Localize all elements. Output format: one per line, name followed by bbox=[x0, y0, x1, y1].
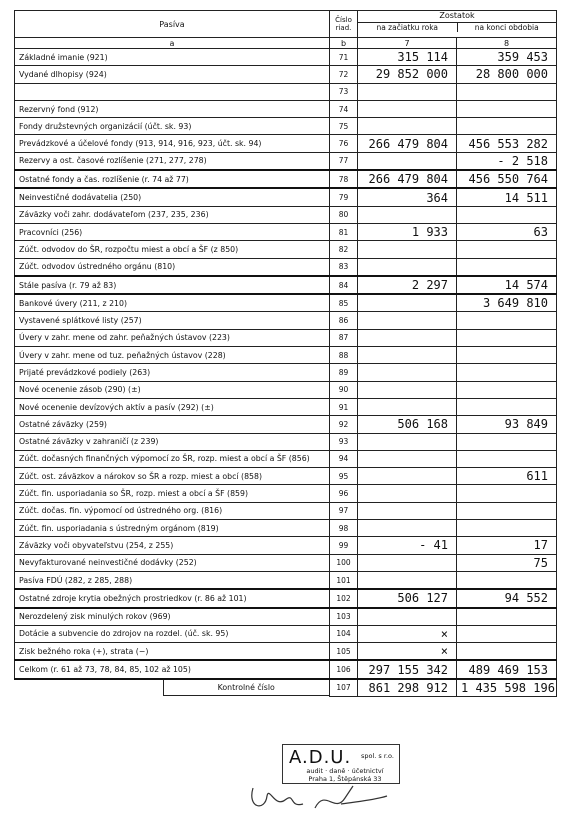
table-row bbox=[15, 537, 557, 554]
value-start: 2 297 bbox=[358, 276, 457, 294]
row-label: Pasíva FDÚ (282, z 285, 288) bbox=[15, 571, 330, 589]
table-row bbox=[15, 135, 557, 152]
row-number: 100 bbox=[330, 554, 358, 571]
table-row bbox=[15, 276, 557, 294]
value-end bbox=[457, 364, 557, 381]
value-end: 14 574 bbox=[457, 276, 557, 294]
row-number: 78 bbox=[330, 170, 358, 188]
value-end: 93 849 bbox=[457, 416, 557, 433]
row-number: 103 bbox=[330, 608, 358, 626]
value-start bbox=[358, 502, 457, 519]
table-row bbox=[15, 381, 557, 398]
stamp-line3: Praha 1, Štěpánská 33 bbox=[308, 775, 382, 783]
row-label: Úvery v zahr. mene od zahr. peňažných ústavov (223) bbox=[15, 329, 330, 346]
value-end bbox=[457, 502, 557, 519]
row-label: Bankové úvery (211, z 210) bbox=[15, 294, 330, 312]
table-row bbox=[15, 364, 557, 381]
row-label: Záväzky voči zahr. dodávateľom (237, 235, 236) bbox=[15, 206, 330, 223]
table-row bbox=[15, 294, 557, 312]
value-start: 266 479 804 bbox=[358, 170, 457, 188]
row-label: Zúčt. fin. usporiadania s ústredným orgánom (819) bbox=[15, 520, 330, 537]
table-row bbox=[15, 398, 557, 415]
control-start: 861 298 912 bbox=[358, 679, 457, 697]
value-start bbox=[358, 398, 457, 415]
row-number: 93 bbox=[330, 433, 358, 450]
value-start bbox=[358, 381, 457, 398]
value-end bbox=[457, 381, 557, 398]
value-end bbox=[457, 433, 557, 450]
value-start: 266 479 804 bbox=[358, 135, 457, 152]
value-start: × bbox=[358, 625, 457, 642]
row-number: 95 bbox=[330, 468, 358, 485]
row-number: 91 bbox=[330, 398, 358, 415]
header-start: na začiatku roka bbox=[358, 23, 458, 32]
row-label: Zúčt. odvodov do ŠR, rozpočtu miest a obcí a ŠF (z 850) bbox=[15, 241, 330, 258]
value-end bbox=[457, 608, 557, 626]
handwritten-signature bbox=[245, 778, 395, 818]
row-number: 96 bbox=[330, 485, 358, 502]
row-number: 74 bbox=[330, 100, 358, 117]
table-row bbox=[15, 206, 557, 223]
value-end: 359 453 bbox=[457, 49, 557, 66]
table-row bbox=[15, 571, 557, 589]
row-number: 106 bbox=[330, 660, 358, 678]
table-row bbox=[15, 49, 557, 66]
table-row bbox=[15, 625, 557, 642]
row-label: Pracovníci (256) bbox=[15, 223, 330, 240]
header-pasiva: Pasíva bbox=[15, 11, 330, 38]
value-start: - 41 bbox=[358, 537, 457, 554]
row-number: 79 bbox=[330, 188, 358, 206]
row-number: 101 bbox=[330, 571, 358, 589]
value-start bbox=[358, 347, 457, 364]
row-label: Nerozdelený zisk minulých rokov (969) bbox=[15, 608, 330, 626]
table-row bbox=[15, 83, 557, 100]
value-end bbox=[457, 83, 557, 100]
header-end: na konci obdobia bbox=[474, 23, 539, 32]
row-label: Prijaté prevádzkové podiely (263) bbox=[15, 364, 330, 381]
value-end bbox=[457, 643, 557, 661]
value-end: 456 553 282 bbox=[457, 135, 557, 152]
table-row bbox=[15, 188, 557, 206]
table-row bbox=[15, 223, 557, 240]
table-row bbox=[15, 485, 557, 502]
row-label: Vystavené splátkové listy (257) bbox=[15, 312, 330, 329]
row-label: Neinvestičné dodávatelia (250) bbox=[15, 188, 330, 206]
value-start bbox=[358, 100, 457, 117]
value-start bbox=[358, 152, 457, 170]
value-end bbox=[457, 347, 557, 364]
table-row bbox=[15, 589, 557, 607]
row-number: 83 bbox=[330, 258, 358, 276]
value-start: 1 933 bbox=[358, 223, 457, 240]
value-end bbox=[457, 329, 557, 346]
value-end: 94 552 bbox=[457, 589, 557, 607]
row-number: 99 bbox=[330, 537, 358, 554]
table-row bbox=[15, 170, 557, 188]
row-label: Zúčt. dočasných finančných výpomocí zo ŠR, rozp. miest a obcí a ŠF (856) bbox=[15, 450, 330, 467]
value-start bbox=[358, 312, 457, 329]
row-label: Rezervy a ost. časové rozlíšenie (271, 277, 278) bbox=[15, 152, 330, 170]
table-row bbox=[15, 347, 557, 364]
row-label: Celkom (r. 61 až 73, 78, 84, 85, 102 až 105) bbox=[15, 660, 330, 678]
row-number: 76 bbox=[330, 135, 358, 152]
row-number: 77 bbox=[330, 152, 358, 170]
control-row bbox=[15, 679, 557, 697]
value-start bbox=[358, 364, 457, 381]
control-label-cell bbox=[15, 679, 330, 697]
row-number: 75 bbox=[330, 118, 358, 135]
stamp-suffix: spol. s r.o. bbox=[361, 752, 394, 760]
row-label bbox=[15, 83, 330, 100]
row-number: 87 bbox=[330, 329, 358, 346]
value-start bbox=[358, 520, 457, 537]
value-end bbox=[457, 450, 557, 467]
row-label: Úvery v zahr. mene od tuz. peňažných ústavov (228) bbox=[15, 347, 330, 364]
value-start bbox=[358, 485, 457, 502]
row-number: 98 bbox=[330, 520, 358, 537]
value-start: 506 127 bbox=[358, 589, 457, 607]
table-row bbox=[15, 660, 557, 678]
row-number: 73 bbox=[330, 83, 358, 100]
row-number: 72 bbox=[330, 66, 358, 83]
header-sub-7: 7 bbox=[358, 38, 457, 49]
header-sub-a: a bbox=[15, 38, 330, 49]
value-start bbox=[358, 450, 457, 467]
row-label: Ostatné zdroje krytia obežných prostriedkov (r. 86 až 101) bbox=[15, 589, 330, 607]
header-balance-label: Zostatok bbox=[439, 11, 475, 20]
value-end bbox=[457, 398, 557, 415]
value-end: 14 511 bbox=[457, 188, 557, 206]
value-start bbox=[358, 468, 457, 485]
row-number: 84 bbox=[330, 276, 358, 294]
table-row bbox=[15, 450, 557, 467]
value-start: 364 bbox=[358, 188, 457, 206]
row-number: 105 bbox=[330, 643, 358, 661]
value-start bbox=[358, 571, 457, 589]
value-start: 29 852 000 bbox=[358, 66, 457, 83]
row-number: 82 bbox=[330, 241, 358, 258]
row-number: 81 bbox=[330, 223, 358, 240]
table-row bbox=[15, 502, 557, 519]
value-start bbox=[358, 206, 457, 223]
value-start bbox=[358, 258, 457, 276]
value-end bbox=[457, 206, 557, 223]
value-end: 611 bbox=[457, 468, 557, 485]
row-label: Ostatné záväzky v zahraničí (z 239) bbox=[15, 433, 330, 450]
row-label: Ostatné záväzky (259) bbox=[15, 416, 330, 433]
row-label: Zúčt. odvodov ústredného orgánu (810) bbox=[15, 258, 330, 276]
header-balance bbox=[358, 11, 557, 38]
row-label: Zúčt. dočas. fin. výpomocí od ústredného org. (816) bbox=[15, 502, 330, 519]
control-number: 107 bbox=[330, 679, 358, 697]
row-number: 88 bbox=[330, 347, 358, 364]
table-row bbox=[15, 100, 557, 117]
table-row bbox=[15, 643, 557, 661]
value-start bbox=[358, 118, 457, 135]
table-row bbox=[15, 312, 557, 329]
row-number: 86 bbox=[330, 312, 358, 329]
value-end: 3 649 810 bbox=[457, 294, 557, 312]
value-start: 506 168 bbox=[358, 416, 457, 433]
row-number: 102 bbox=[330, 589, 358, 607]
row-number: 92 bbox=[330, 416, 358, 433]
row-label: Zúčt. ost. záväzkov a nárokov so ŠR a rozp. miest a obcí (858) bbox=[15, 468, 330, 485]
table-row bbox=[15, 329, 557, 346]
value-end: 456 550 764 bbox=[457, 170, 557, 188]
row-label: Rezervný fond (912) bbox=[15, 100, 330, 117]
value-end bbox=[457, 520, 557, 537]
table-row bbox=[15, 433, 557, 450]
row-label: Fondy družstevných organizácií (účt. sk. 93) bbox=[15, 118, 330, 135]
table-row bbox=[15, 554, 557, 571]
table-row bbox=[15, 241, 557, 258]
value-end bbox=[457, 571, 557, 589]
value-end bbox=[457, 485, 557, 502]
row-label: Zisk bežného roka (+), strata (−) bbox=[15, 643, 330, 661]
value-end bbox=[457, 241, 557, 258]
row-number: 97 bbox=[330, 502, 358, 519]
row-label: Nové ocenenie zásob (290) (±) bbox=[15, 381, 330, 398]
value-end bbox=[457, 118, 557, 135]
row-label: Dotácie a subvencie do zdrojov na rozdel. (úč. sk. 95) bbox=[15, 625, 330, 642]
row-label: Ostatné fondy a čas. rozlíšenie (r. 74 až 77) bbox=[15, 170, 330, 188]
table-row bbox=[15, 258, 557, 276]
row-label: Základné imanie (921) bbox=[15, 49, 330, 66]
table-row bbox=[15, 66, 557, 83]
liabilities-table bbox=[14, 10, 557, 697]
value-end bbox=[457, 625, 557, 642]
row-label: Stále pasíva (r. 79 až 83) bbox=[15, 276, 330, 294]
header-sub-b: b bbox=[330, 38, 358, 49]
stamp-name: A.D.U. bbox=[289, 747, 352, 768]
row-label: Vydané dlhopisy (924) bbox=[15, 66, 330, 83]
table-row bbox=[15, 152, 557, 170]
control-label: Kontrolné číslo bbox=[163, 680, 330, 697]
table-row bbox=[15, 416, 557, 433]
row-label: Nevyfakturované neinvestičné dodávky (252) bbox=[15, 554, 330, 571]
value-start bbox=[358, 241, 457, 258]
value-end bbox=[457, 100, 557, 117]
value-start bbox=[358, 433, 457, 450]
value-end bbox=[457, 258, 557, 276]
value-start bbox=[358, 608, 457, 626]
value-end: 489 469 153 bbox=[457, 660, 557, 678]
row-label: Záväzky voči obyvateľstvu (254, z 255) bbox=[15, 537, 330, 554]
value-start: × bbox=[358, 643, 457, 661]
row-number: 94 bbox=[330, 450, 358, 467]
table-row bbox=[15, 118, 557, 135]
value-start bbox=[358, 294, 457, 312]
row-number: 90 bbox=[330, 381, 358, 398]
header-row-number: Číslo riad. bbox=[330, 11, 358, 38]
row-number: 104 bbox=[330, 625, 358, 642]
row-label: Zúčt. fin. usporiadania so ŠR, rozp. miest a obcí a ŠF (859) bbox=[15, 485, 330, 502]
row-label: Nové ocenenie devízových aktív a pasív (292) (±) bbox=[15, 398, 330, 415]
value-end bbox=[457, 312, 557, 329]
row-number: 71 bbox=[330, 49, 358, 66]
table-row bbox=[15, 520, 557, 537]
row-number: 89 bbox=[330, 364, 358, 381]
value-start bbox=[358, 554, 457, 571]
row-number: 85 bbox=[330, 294, 358, 312]
value-start: 297 155 342 bbox=[358, 660, 457, 678]
row-number: 80 bbox=[330, 206, 358, 223]
value-start bbox=[358, 83, 457, 100]
table-row bbox=[15, 468, 557, 485]
value-end: 28 800 000 bbox=[457, 66, 557, 83]
row-label: Prevádzkové a účelové fondy (913, 914, 916, 923, účt. sk. 94) bbox=[15, 135, 330, 152]
value-end: - 2 518 bbox=[457, 152, 557, 170]
table-row bbox=[15, 608, 557, 626]
value-end: 75 bbox=[457, 554, 557, 571]
value-start bbox=[358, 329, 457, 346]
stamp-line2: audit · daně · účetnictví bbox=[306, 767, 384, 775]
value-end: 63 bbox=[457, 223, 557, 240]
header-sub-8: 8 bbox=[457, 38, 557, 49]
value-start: 315 114 bbox=[358, 49, 457, 66]
value-end: 17 bbox=[457, 537, 557, 554]
control-end: 1 435 598 196 bbox=[457, 679, 557, 697]
